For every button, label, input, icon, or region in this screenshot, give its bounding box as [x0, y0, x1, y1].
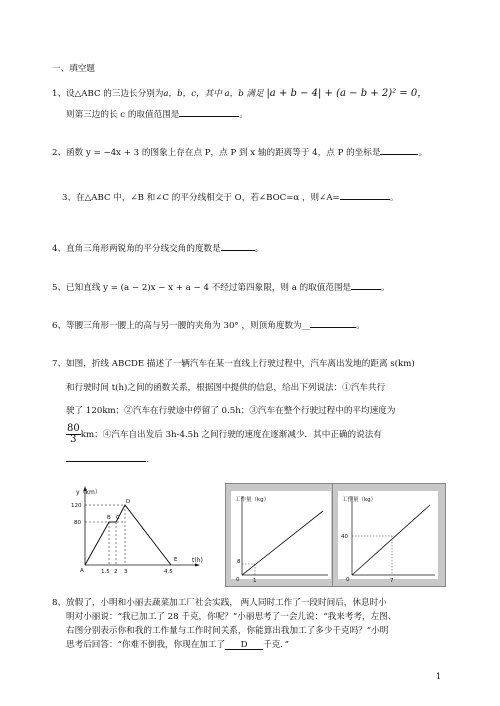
question-6: [52, 318, 365, 331]
chart-right-y-tick: 40: [341, 534, 348, 540]
question-7-line2: 和行驶时间 t(h)之间的函数关系，根据图中提供的信息，给出下列说法：①汽车共行: [66, 383, 386, 393]
x-tick-3: 3: [124, 569, 128, 575]
q3-end: 。: [389, 193, 399, 203]
q3-answer-blank[interactable]: [340, 190, 390, 200]
question-7-line3: 驶了 120km；②汽车在行驶途中停留了 0.5h；③汽车在整个行驶过程中的平均速度为: [66, 406, 396, 416]
question-1: [52, 84, 427, 99]
point-A: A: [80, 568, 84, 574]
q7-line4-text: km；④汽车自出发后 3h-4.5h 之间行驶的速度在逐渐减少．其中正确的说法有: [80, 430, 382, 440]
chart-mid-x-tick: 1: [253, 578, 257, 584]
q8-line4-post: 千克．”: [263, 640, 289, 650]
y-tick-120: 120: [71, 503, 82, 509]
question-5: [52, 280, 390, 293]
y-tick-80: 80: [74, 520, 81, 526]
q8-answer-text: D: [240, 640, 248, 650]
point-D: D: [126, 499, 131, 505]
question-8-line1: 8、放假了，小明和小丽去蔬菜加工厂社会实践， 两人同时工作了一段时间后，休息时小: [52, 598, 387, 608]
q6-end: 。: [356, 321, 365, 331]
q1-prefix: 1、设△ABC 的三边长分别为: [52, 89, 164, 99]
section-title: 一、填空题: [52, 64, 95, 74]
workload-chart-right: [332, 483, 445, 586]
question-3: [62, 190, 398, 203]
q1-answer-blank[interactable]: [179, 107, 239, 117]
chart-mid-y-tick: 8: [237, 559, 241, 565]
question-2: [52, 145, 427, 158]
q8-line4-pre: 思考后回答：“你难不倒我，你现在加工了: [66, 640, 226, 650]
question-8-line2: 明对小丽说：“我已加工了 28 千克，你呢？”小丽思考了一会儿说：“我来考考，左图、: [66, 612, 397, 622]
chart-right-origin: 0: [346, 577, 350, 583]
question-7-answer-line: [66, 452, 149, 465]
point-B: B: [107, 515, 111, 521]
q7-fraction-denominator: 3: [70, 434, 77, 445]
x-axis-label: t(h): [192, 557, 203, 564]
x-tick-4-5: 4.5: [164, 569, 173, 575]
distance-time-chart: [68, 480, 208, 580]
workload-chart-left: [225, 483, 338, 586]
q1-vars: a，b，c，其中 a，b 满足: [163, 89, 264, 99]
q4-text: 4、直角三角形两锐角的平分线交角的度数是: [52, 244, 221, 254]
q5-end: 。: [381, 283, 390, 293]
x-tick-2: 2: [114, 569, 118, 575]
q7-fraction: [66, 424, 81, 445]
x-tick-1-5: 1.5: [101, 569, 110, 575]
y-axis-label: y（km）: [76, 489, 101, 496]
q7-answer-blank[interactable]: [66, 452, 146, 462]
chart-right-title: 工作量（kg）: [342, 497, 377, 503]
q2-answer-blank[interactable]: [380, 145, 418, 155]
question-8-line3: 右图分别表示你和我的工作量与工作时间关系，你能算出我加工了多少千克吗？”小明: [66, 626, 389, 636]
q3-text: 3、在△ABC 中，∠B 和∠C 的平分线相交于 O，若∠BOC=α ，则∠A=: [62, 193, 340, 203]
q4-end: 。: [254, 244, 264, 254]
point-C: C: [116, 515, 120, 521]
page-number: 1: [436, 672, 442, 681]
distance-line: [85, 505, 171, 565]
question-7-line1: 7、如图，折线 ABCDE 描述了一辆汽车在某一直线上行驶过程中，汽车离出发地的距离 s(km): [52, 359, 415, 369]
question-4: [52, 241, 263, 254]
point-E: E: [174, 557, 178, 563]
q1-line2-text: 则第三边的长 c 的取值范围是: [66, 110, 180, 120]
chart-mid-origin: 0: [236, 577, 240, 583]
q5-text: 5、已知直线 y = (a − 2)x − x + a − 4 不经过第四象限，则 a 的取值范围是: [52, 283, 352, 293]
q4-answer-blank[interactable]: [221, 241, 255, 251]
q5-answer-blank[interactable]: [351, 280, 381, 290]
q7-fraction-numerator: 80: [67, 423, 80, 434]
q2-end: 。: [418, 148, 428, 158]
q2-text: 2、函数 y = −4x + 3 的图象上存在点 P，点 P 到 x 轴的距离等于 4，点 P 的坐标是: [52, 148, 381, 158]
q8-answer[interactable]: [225, 640, 263, 650]
q6-text: 6、等腰三角形一腰上的高与另一腰的夹角为 30° ，则顶角度数为__: [52, 321, 311, 331]
question-7-line4: [66, 424, 382, 445]
question-8-line4: [66, 638, 289, 650]
chart-mid-title: 工作量（kg）: [235, 497, 270, 503]
q1-end: 。: [239, 110, 249, 120]
q1-formula: |a + b − 4| + (a − b + 2)² = 0，: [266, 88, 428, 99]
q6-answer-blank[interactable]: [310, 318, 356, 328]
q7-end: .: [146, 455, 149, 465]
chart-right-x-tick: 7: [390, 578, 394, 584]
question-1-line2: [66, 107, 248, 120]
